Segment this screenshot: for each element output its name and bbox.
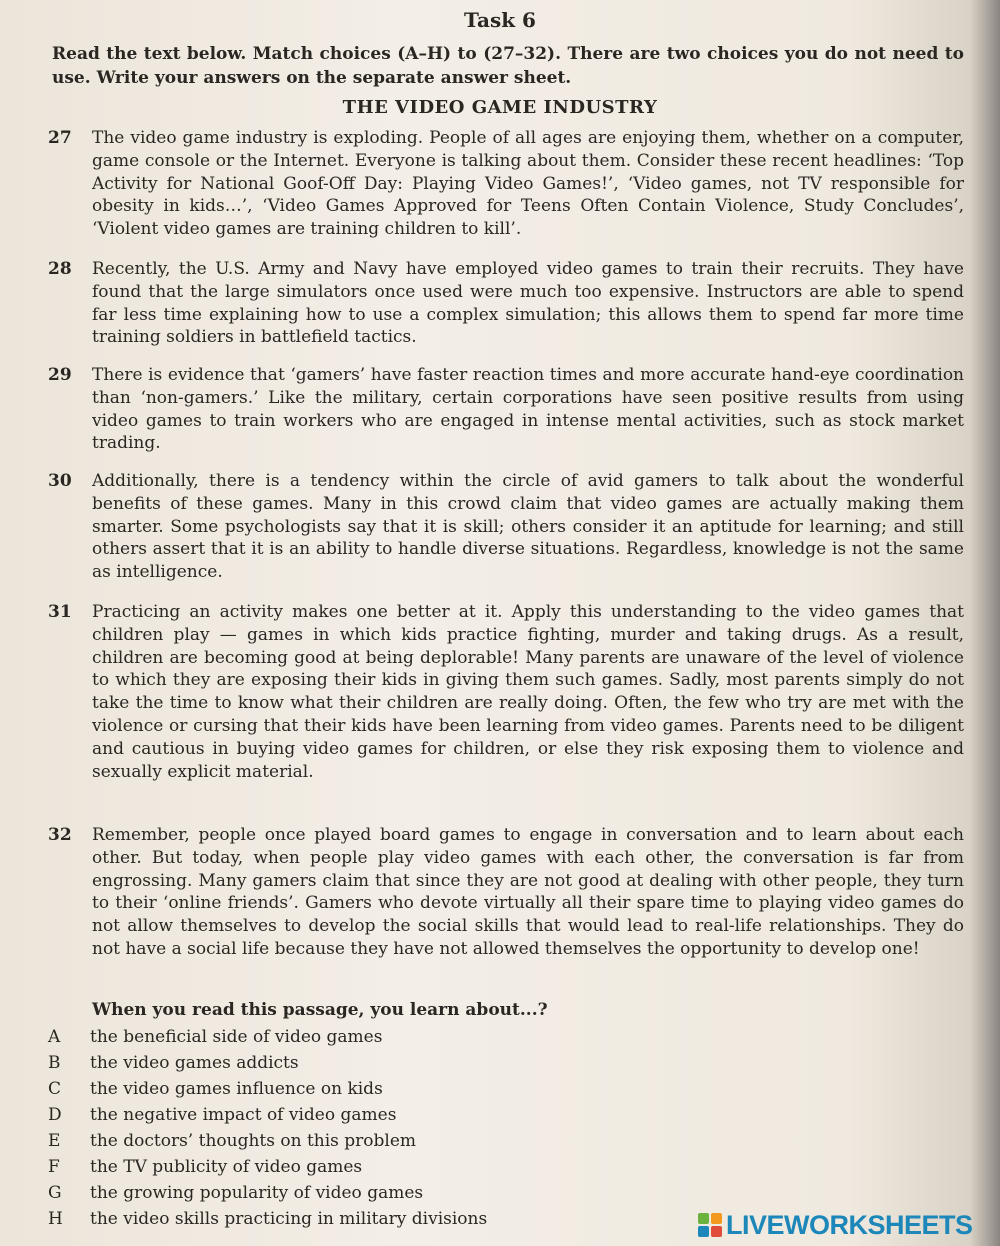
choice-text: the video games influence on kids (90, 1079, 383, 1099)
choice-a (48, 1025, 688, 1051)
paragraph-28 (48, 258, 964, 349)
paragraph-number: 31 (48, 602, 72, 622)
choice-text: the video games addicts (90, 1053, 299, 1073)
choice-text: the beneficial side of video games (90, 1027, 383, 1047)
paragraph-number: 30 (48, 471, 72, 491)
choice-letter: E (48, 1131, 61, 1151)
choice-text: the TV publicity of video games (90, 1157, 363, 1177)
choice-text: the video skills practicing in military divisions (90, 1209, 488, 1229)
paragraph-29 (48, 364, 964, 455)
paragraph-text: Additionally, there is a tendency within the circle of avid gamers to talk about the wonderful benefits of these games. Many in this crowd claim that video games are actually making them smarter. Some psychologists say that it is skill; others consider it an aptitude for learning; and still others assert that it is an ability to handle diverse situations. Regardless, knowledge is not the same as intelligence. (92, 471, 964, 583)
task-instructions: Read the text below. Match choices (A–H) to (27–32). There are two choices you do not need to use. Write your answers on the separate answer sheet. (52, 44, 964, 88)
liveworksheets-logo-icon (698, 1213, 722, 1237)
paragraph-text: Recently, the U.S. Army and Navy have employed video games to train their recruits. They have found that the large simulators once used were much too expensive. Instructors are able to spend far less time explaining how to use a complex simulation; this allows them to spend far more time training soldiers in battlefield tactics. (92, 259, 964, 348)
paragraph-31 (48, 601, 964, 783)
paragraph-text: The video game industry is exploding. People of all ages are enjoying them, whether on a computer, game console or the Internet. Everyone is talking about them. Consider these recent headlines: ‘Top Activity for National Goof-Off Day: Playing Video Games!’, ‘Video games, not TV responsible for obesity in kids…’, ‘Video Games Approved for Teens Often Contain Violence, Study Concludes’, ‘Violent video games are training children to kill’. (92, 128, 964, 240)
paragraph-32 (48, 824, 964, 961)
paragraph-text: Practicing an activity makes one better at it. Apply this understanding to the video games that children play — games in which kids practice fighting, murder and taking drugs. As a result, children are becoming good at being deplorable! Many parents are unaware of the level of violence to which they are exposing their kids in giving them such games. Sadly, most parents simply do not take the time to know what their children are really doing. Often, the few who try are met with the violence or cursing that their kids have been learning from video games. Parents need to be diligent and cautious in buying video games for children, or else they risk exposing them to violence and sexually explicit material. (92, 602, 964, 782)
choice-letter: F (48, 1157, 60, 1177)
watermark-text: LIVEWORKSHEETS (726, 1209, 973, 1240)
choice-h (48, 1207, 688, 1233)
choice-d (48, 1103, 688, 1129)
choice-letter: C (48, 1079, 62, 1099)
choice-b (48, 1051, 688, 1077)
choice-list (48, 1025, 688, 1233)
paragraph-text: There is evidence that ‘gamers’ have faster reaction times and more accurate hand-eye coordination than ‘non-gamers.’ Like the military, certain corporations have seen positive results from using video games to train workers who are engaged in intense mental activities, such as stock market trading. (92, 365, 964, 454)
paragraph-27 (48, 127, 964, 241)
question-prompt: When you read this passage, you learn about...? (92, 1000, 548, 1020)
task-title: Task 6 (464, 8, 536, 32)
choice-letter: H (48, 1209, 63, 1229)
choice-g (48, 1181, 688, 1207)
paragraph-30 (48, 470, 964, 584)
paragraph-number: 32 (48, 825, 72, 845)
choice-text: the growing popularity of video games (90, 1183, 424, 1203)
choice-text: the negative impact of video games (90, 1105, 397, 1125)
choice-e (48, 1129, 688, 1155)
paragraph-number: 28 (48, 259, 72, 279)
liveworksheets-logo (698, 1208, 973, 1242)
choice-c (48, 1077, 688, 1103)
paragraph-number: 29 (48, 365, 72, 385)
choice-letter: D (48, 1105, 62, 1125)
choice-letter: G (48, 1183, 62, 1203)
paragraph-text: Remember, people once played board games to engage in conversation and to learn about each other. But today, when people play video games with each other, the conversation is far from engrossing. Many gamers claim that since they are not good at dealing with other people, they turn to their ‘online friends’. Gamers who devote virtually all their spare time to playing video games do not allow themselves to develop the social skills that would lead to real-life relationships. They do not have a social life because they have not allowed themselves the opportunity to develop one! (92, 825, 964, 959)
choice-text: the doctors’ thoughts on this problem (90, 1131, 417, 1151)
choice-letter: B (48, 1053, 61, 1073)
article-headline: THE VIDEO GAME INDUSTRY (342, 97, 658, 118)
choice-f (48, 1155, 688, 1181)
paragraph-number: 27 (48, 128, 72, 148)
choice-letter: A (48, 1027, 61, 1047)
